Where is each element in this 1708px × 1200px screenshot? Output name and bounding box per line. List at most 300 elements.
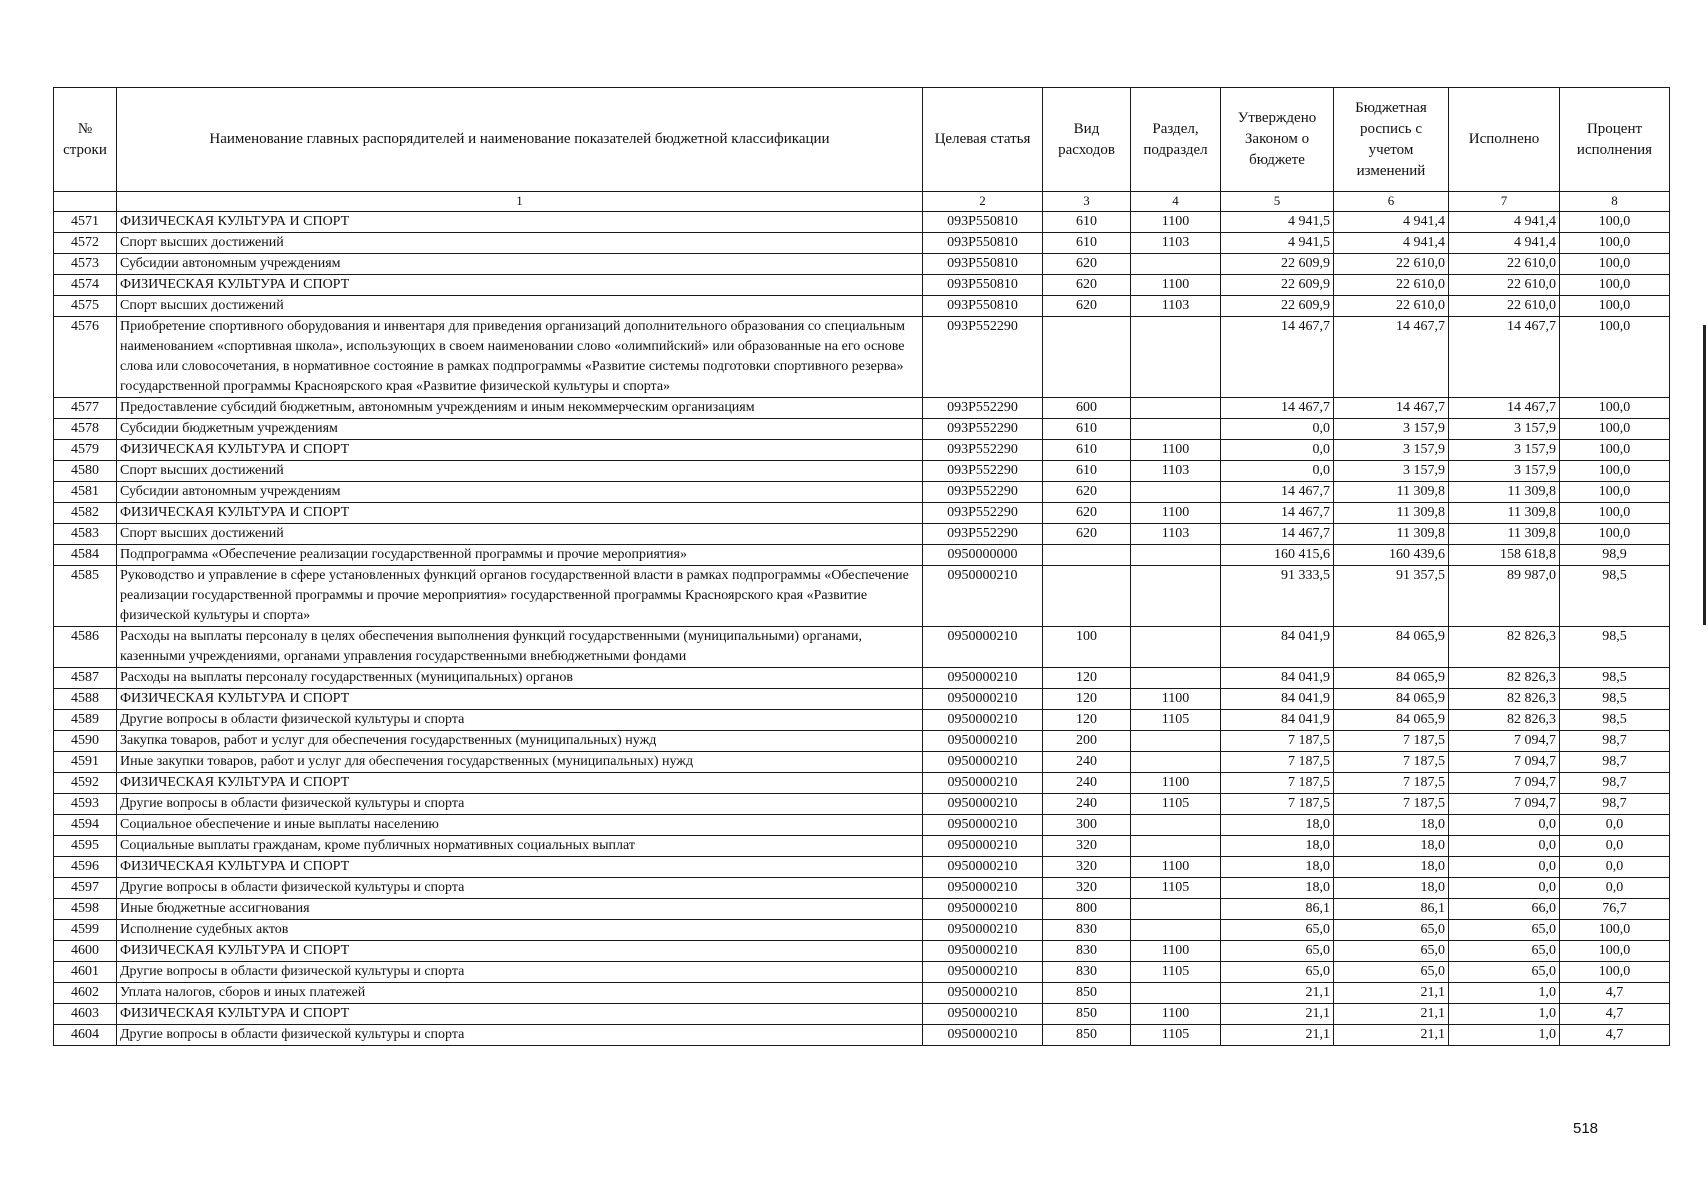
table-row [54, 482, 1670, 503]
row-approved: 18,0 [1221, 857, 1334, 878]
row-section [1131, 983, 1221, 1004]
row-target-article: 0950000210 [923, 857, 1043, 878]
row-percent: 100,0 [1560, 962, 1670, 983]
row-number: 4584 [54, 545, 117, 566]
row-name: Предоставление субсидий бюджетным, автономным учреждениям и иным некоммерческим организациям [117, 398, 923, 419]
table-row [54, 296, 1670, 317]
row-target-article: 093Р552290 [923, 317, 1043, 398]
header-index: 7 [1449, 192, 1560, 212]
row-budget-schedule: 65,0 [1334, 941, 1449, 962]
row-section [1131, 419, 1221, 440]
row-expense-type: 830 [1043, 941, 1131, 962]
row-approved: 84 041,9 [1221, 710, 1334, 731]
row-budget-schedule: 7 187,5 [1334, 731, 1449, 752]
row-section: 1100 [1131, 689, 1221, 710]
row-expense-type: 620 [1043, 524, 1131, 545]
row-name: Спорт высших достижений [117, 233, 923, 254]
header-index-empty [54, 192, 117, 212]
row-name: Расходы на выплаты персоналу в целях обеспечения выполнения функций государственными (муниципальными) органами, казенными учреждениями, органами управления государственными внебюджетными фондами [117, 627, 923, 668]
row-budget-schedule: 18,0 [1334, 878, 1449, 899]
row-expense-type: 800 [1043, 899, 1131, 920]
table-row [54, 419, 1670, 440]
table-row [54, 962, 1670, 983]
row-approved: 14 467,7 [1221, 524, 1334, 545]
row-number: 4588 [54, 689, 117, 710]
row-percent: 100,0 [1560, 254, 1670, 275]
row-expense-type: 830 [1043, 920, 1131, 941]
row-number: 4595 [54, 836, 117, 857]
row-target-article: 093Р550810 [923, 212, 1043, 233]
row-number: 4576 [54, 317, 117, 398]
row-section: 1100 [1131, 941, 1221, 962]
row-approved: 14 467,7 [1221, 398, 1334, 419]
row-number: 4571 [54, 212, 117, 233]
row-executed: 4 941,4 [1449, 233, 1560, 254]
row-budget-schedule: 84 065,9 [1334, 710, 1449, 731]
header-approved: Утверждено Законом о бюджете [1221, 88, 1334, 192]
row-target-article: 093Р552290 [923, 419, 1043, 440]
table-row [54, 920, 1670, 941]
row-number: 4583 [54, 524, 117, 545]
row-name: Закупка товаров, работ и услуг для обеспечения государственных (муниципальных) нужд [117, 731, 923, 752]
row-budget-schedule: 22 610,0 [1334, 254, 1449, 275]
row-expense-type: 200 [1043, 731, 1131, 752]
row-budget-schedule: 84 065,9 [1334, 668, 1449, 689]
row-percent: 100,0 [1560, 233, 1670, 254]
row-target-article: 093Р552290 [923, 503, 1043, 524]
row-number: 4590 [54, 731, 117, 752]
row-budget-schedule: 65,0 [1334, 920, 1449, 941]
row-expense-type [1043, 566, 1131, 627]
table-row [54, 794, 1670, 815]
row-expense-type [1043, 317, 1131, 398]
row-name: ФИЗИЧЕСКАЯ КУЛЬТУРА И СПОРТ [117, 857, 923, 878]
row-executed: 22 610,0 [1449, 275, 1560, 296]
row-section [1131, 899, 1221, 920]
row-expense-type: 830 [1043, 962, 1131, 983]
row-expense-type: 300 [1043, 815, 1131, 836]
table-row [54, 710, 1670, 731]
row-name: Другие вопросы в области физической культуры и спорта [117, 878, 923, 899]
row-approved: 0,0 [1221, 419, 1334, 440]
row-executed: 82 826,3 [1449, 689, 1560, 710]
header-name: Наименование главных распорядителей и наименование показателей бюджетной классификации [117, 88, 923, 192]
header-index: 8 [1560, 192, 1670, 212]
table-row [54, 275, 1670, 296]
row-executed: 82 826,3 [1449, 710, 1560, 731]
row-target-article: 0950000210 [923, 731, 1043, 752]
row-budget-schedule: 84 065,9 [1334, 689, 1449, 710]
row-target-article: 0950000000 [923, 545, 1043, 566]
row-name: Руководство и управление в сфере установленных функций органов государственной власти в рамках подпрограммы «Обеспечение реализации государственной программы и прочие мероприятия» государственной программы Красноярского края «Развитие физической культуры и спорта» [117, 566, 923, 627]
row-expense-type: 240 [1043, 773, 1131, 794]
row-target-article: 0950000210 [923, 773, 1043, 794]
row-approved: 84 041,9 [1221, 668, 1334, 689]
table-row [54, 689, 1670, 710]
row-approved: 7 187,5 [1221, 794, 1334, 815]
row-section [1131, 317, 1221, 398]
row-section [1131, 815, 1221, 836]
row-budget-schedule: 160 439,6 [1334, 545, 1449, 566]
header-index-row [54, 192, 1670, 212]
row-name: Другие вопросы в области физической культуры и спорта [117, 710, 923, 731]
row-target-article: 0950000210 [923, 962, 1043, 983]
row-percent: 4,7 [1560, 1025, 1670, 1046]
row-expense-type: 600 [1043, 398, 1131, 419]
row-approved: 22 609,9 [1221, 296, 1334, 317]
row-section [1131, 545, 1221, 566]
row-name: Исполнение судебных актов [117, 920, 923, 941]
row-target-article: 093Р552290 [923, 482, 1043, 503]
row-target-article: 0950000210 [923, 710, 1043, 731]
row-number: 4579 [54, 440, 117, 461]
row-section [1131, 482, 1221, 503]
budget-sheet [53, 87, 1669, 1046]
row-section [1131, 254, 1221, 275]
row-expense-type: 320 [1043, 878, 1131, 899]
row-name: Спорт высших достижений [117, 296, 923, 317]
row-approved: 4 941,5 [1221, 212, 1334, 233]
row-target-article: 0950000210 [923, 920, 1043, 941]
row-target-article: 0950000210 [923, 941, 1043, 962]
table-row [54, 317, 1670, 398]
row-name: Расходы на выплаты персоналу государственных (муниципальных) органов [117, 668, 923, 689]
row-name: ФИЗИЧЕСКАЯ КУЛЬТУРА И СПОРТ [117, 689, 923, 710]
row-percent: 100,0 [1560, 920, 1670, 941]
row-budget-schedule: 84 065,9 [1334, 627, 1449, 668]
row-percent: 0,0 [1560, 836, 1670, 857]
row-expense-type: 620 [1043, 503, 1131, 524]
row-executed: 89 987,0 [1449, 566, 1560, 627]
row-name: Приобретение спортивного оборудования и инвентаря для приведения организаций дополнительного образования со специальным наименованием «спортивная школа», использующих в своем наименовании слово «олимпийский» или образованные на его основе слова или словосочетания, в нормативное состояние в рамках подпрограммы «Развитие системы подготовки спортивного резерва» государственной программы Красноярского края «Развитие физической культуры и спорта» [117, 317, 923, 398]
table-row [54, 731, 1670, 752]
header-index: 2 [923, 192, 1043, 212]
row-percent: 98,5 [1560, 689, 1670, 710]
row-approved: 18,0 [1221, 878, 1334, 899]
row-name: Субсидии бюджетным учреждениям [117, 419, 923, 440]
row-section: 1105 [1131, 794, 1221, 815]
table-row [54, 566, 1670, 627]
header-expense-type: Вид расходов [1043, 88, 1131, 192]
header-index: 3 [1043, 192, 1131, 212]
row-number: 4572 [54, 233, 117, 254]
row-budget-schedule: 4 941,4 [1334, 212, 1449, 233]
row-name: Социальное обеспечение и иные выплаты населению [117, 815, 923, 836]
row-approved: 0,0 [1221, 461, 1334, 482]
row-approved: 84 041,9 [1221, 689, 1334, 710]
table-row [54, 836, 1670, 857]
row-expense-type: 610 [1043, 419, 1131, 440]
row-executed: 11 309,8 [1449, 524, 1560, 545]
header-target-article: Целевая статья [923, 88, 1043, 192]
row-approved: 21,1 [1221, 1004, 1334, 1025]
table-row [54, 1025, 1670, 1046]
row-expense-type: 620 [1043, 254, 1131, 275]
row-executed: 14 467,7 [1449, 398, 1560, 419]
row-executed: 66,0 [1449, 899, 1560, 920]
row-percent: 100,0 [1560, 461, 1670, 482]
row-target-article: 0950000210 [923, 1025, 1043, 1046]
table-row [54, 440, 1670, 461]
row-expense-type: 610 [1043, 233, 1131, 254]
table-row [54, 627, 1670, 668]
row-percent: 98,9 [1560, 545, 1670, 566]
row-approved: 91 333,5 [1221, 566, 1334, 627]
row-section: 1100 [1131, 212, 1221, 233]
header-index: 6 [1334, 192, 1449, 212]
row-executed: 65,0 [1449, 962, 1560, 983]
row-section [1131, 731, 1221, 752]
row-executed: 0,0 [1449, 857, 1560, 878]
row-expense-type: 620 [1043, 275, 1131, 296]
row-target-article: 0950000210 [923, 794, 1043, 815]
row-percent: 100,0 [1560, 524, 1670, 545]
page-number: 518 [1573, 1120, 1599, 1137]
row-percent: 98,7 [1560, 773, 1670, 794]
row-name: ФИЗИЧЕСКАЯ КУЛЬТУРА И СПОРТ [117, 941, 923, 962]
row-number: 4601 [54, 962, 117, 983]
row-budget-schedule: 21,1 [1334, 983, 1449, 1004]
row-executed: 3 157,9 [1449, 440, 1560, 461]
row-section: 1105 [1131, 962, 1221, 983]
table-row [54, 524, 1670, 545]
row-budget-schedule: 21,1 [1334, 1004, 1449, 1025]
row-name: Субсидии автономным учреждениям [117, 254, 923, 275]
table-row [54, 212, 1670, 233]
row-percent: 98,5 [1560, 566, 1670, 627]
row-approved: 7 187,5 [1221, 752, 1334, 773]
header-index: 4 [1131, 192, 1221, 212]
row-section [1131, 398, 1221, 419]
row-expense-type: 120 [1043, 689, 1131, 710]
row-executed: 11 309,8 [1449, 503, 1560, 524]
row-target-article: 093Р552290 [923, 461, 1043, 482]
row-expense-type: 320 [1043, 857, 1131, 878]
row-expense-type: 850 [1043, 1004, 1131, 1025]
row-name: ФИЗИЧЕСКАЯ КУЛЬТУРА И СПОРТ [117, 212, 923, 233]
row-budget-schedule: 21,1 [1334, 1025, 1449, 1046]
row-percent: 98,5 [1560, 627, 1670, 668]
row-executed: 82 826,3 [1449, 627, 1560, 668]
row-target-article: 0950000210 [923, 836, 1043, 857]
row-approved: 86,1 [1221, 899, 1334, 920]
row-executed: 7 094,7 [1449, 752, 1560, 773]
row-target-article: 093Р552290 [923, 398, 1043, 419]
row-target-article: 0950000210 [923, 899, 1043, 920]
row-number: 4598 [54, 899, 117, 920]
row-executed: 7 094,7 [1449, 773, 1560, 794]
row-expense-type: 320 [1043, 836, 1131, 857]
table-row [54, 398, 1670, 419]
row-number: 4589 [54, 710, 117, 731]
row-expense-type: 240 [1043, 752, 1131, 773]
row-budget-schedule: 18,0 [1334, 815, 1449, 836]
row-budget-schedule: 14 467,7 [1334, 317, 1449, 398]
row-number: 4597 [54, 878, 117, 899]
row-executed: 65,0 [1449, 920, 1560, 941]
row-name: Другие вопросы в области физической культуры и спорта [117, 794, 923, 815]
row-budget-schedule: 4 941,4 [1334, 233, 1449, 254]
row-budget-schedule: 3 157,9 [1334, 461, 1449, 482]
header-budget-schedule: Бюджетная роспись с учетом изменений [1334, 88, 1449, 192]
header-index: 5 [1221, 192, 1334, 212]
row-name: ФИЗИЧЕСКАЯ КУЛЬТУРА И СПОРТ [117, 1004, 923, 1025]
row-number: 4578 [54, 419, 117, 440]
row-number: 4582 [54, 503, 117, 524]
row-approved: 7 187,5 [1221, 731, 1334, 752]
row-percent: 100,0 [1560, 419, 1670, 440]
row-percent: 100,0 [1560, 398, 1670, 419]
row-percent: 100,0 [1560, 482, 1670, 503]
row-percent: 98,7 [1560, 794, 1670, 815]
row-section: 1103 [1131, 524, 1221, 545]
row-executed: 4 941,4 [1449, 212, 1560, 233]
row-approved: 14 467,7 [1221, 317, 1334, 398]
row-number: 4574 [54, 275, 117, 296]
row-section [1131, 566, 1221, 627]
row-target-article: 0950000210 [923, 566, 1043, 627]
row-target-article: 093Р552290 [923, 440, 1043, 461]
row-percent: 4,7 [1560, 983, 1670, 1004]
row-expense-type: 610 [1043, 212, 1131, 233]
table-row [54, 878, 1670, 899]
row-number: 4573 [54, 254, 117, 275]
row-target-article: 093Р550810 [923, 296, 1043, 317]
row-budget-schedule: 91 357,5 [1334, 566, 1449, 627]
row-executed: 14 467,7 [1449, 317, 1560, 398]
row-budget-schedule: 7 187,5 [1334, 752, 1449, 773]
row-expense-type: 240 [1043, 794, 1131, 815]
row-approved: 65,0 [1221, 941, 1334, 962]
row-section [1131, 836, 1221, 857]
row-approved: 65,0 [1221, 962, 1334, 983]
row-section: 1105 [1131, 710, 1221, 731]
row-percent: 76,7 [1560, 899, 1670, 920]
row-approved: 14 467,7 [1221, 482, 1334, 503]
row-section [1131, 752, 1221, 773]
row-section: 1100 [1131, 275, 1221, 296]
row-percent: 0,0 [1560, 815, 1670, 836]
row-name: Иные бюджетные ассигнования [117, 899, 923, 920]
row-executed: 22 610,0 [1449, 296, 1560, 317]
row-approved: 22 609,9 [1221, 254, 1334, 275]
row-budget-schedule: 11 309,8 [1334, 482, 1449, 503]
row-section: 1103 [1131, 461, 1221, 482]
row-section: 1100 [1131, 773, 1221, 794]
row-percent: 100,0 [1560, 503, 1670, 524]
row-number: 4592 [54, 773, 117, 794]
row-executed: 82 826,3 [1449, 668, 1560, 689]
table-row [54, 815, 1670, 836]
row-executed: 1,0 [1449, 983, 1560, 1004]
header-row-number: № строки [54, 88, 117, 192]
row-expense-type: 610 [1043, 461, 1131, 482]
header-executed: Исполнено [1449, 88, 1560, 192]
table-row [54, 254, 1670, 275]
row-percent: 4,7 [1560, 1004, 1670, 1025]
row-target-article: 093Р550810 [923, 254, 1043, 275]
row-budget-schedule: 22 610,0 [1334, 296, 1449, 317]
row-percent: 98,5 [1560, 710, 1670, 731]
row-budget-schedule: 18,0 [1334, 836, 1449, 857]
table-row [54, 752, 1670, 773]
row-section [1131, 920, 1221, 941]
row-budget-schedule: 18,0 [1334, 857, 1449, 878]
row-executed: 3 157,9 [1449, 461, 1560, 482]
row-budget-schedule: 3 157,9 [1334, 419, 1449, 440]
row-percent: 98,7 [1560, 731, 1670, 752]
row-approved: 22 609,9 [1221, 275, 1334, 296]
table-row [54, 899, 1670, 920]
row-number: 4577 [54, 398, 117, 419]
row-name: ФИЗИЧЕСКАЯ КУЛЬТУРА И СПОРТ [117, 503, 923, 524]
row-approved: 18,0 [1221, 836, 1334, 857]
row-percent: 0,0 [1560, 857, 1670, 878]
header-index: 1 [117, 192, 923, 212]
row-number: 4593 [54, 794, 117, 815]
header-percent: Процент исполнения [1560, 88, 1670, 192]
row-name: Уплата налогов, сборов и иных платежей [117, 983, 923, 1004]
row-target-article: 0950000210 [923, 1004, 1043, 1025]
budget-table [53, 87, 1670, 1046]
table-row [54, 503, 1670, 524]
row-number: 4594 [54, 815, 117, 836]
row-budget-schedule: 7 187,5 [1334, 794, 1449, 815]
row-approved: 21,1 [1221, 1025, 1334, 1046]
row-number: 4587 [54, 668, 117, 689]
row-name: Другие вопросы в области физической культуры и спорта [117, 1025, 923, 1046]
row-percent: 100,0 [1560, 296, 1670, 317]
table-row [54, 983, 1670, 1004]
row-target-article: 0950000210 [923, 878, 1043, 899]
row-name: ФИЗИЧЕСКАЯ КУЛЬТУРА И СПОРТ [117, 440, 923, 461]
row-percent: 98,5 [1560, 668, 1670, 689]
row-target-article: 093Р550810 [923, 233, 1043, 254]
row-approved: 14 467,7 [1221, 503, 1334, 524]
row-budget-schedule: 11 309,8 [1334, 503, 1449, 524]
row-number: 4603 [54, 1004, 117, 1025]
row-approved: 21,1 [1221, 983, 1334, 1004]
row-budget-schedule: 65,0 [1334, 962, 1449, 983]
row-section: 1103 [1131, 233, 1221, 254]
row-name: Спорт высших достижений [117, 524, 923, 545]
table-row [54, 1004, 1670, 1025]
row-expense-type: 850 [1043, 1025, 1131, 1046]
row-section: 1105 [1131, 878, 1221, 899]
row-target-article: 093Р552290 [923, 524, 1043, 545]
scan-edge-mark [1703, 325, 1706, 625]
row-name: Спорт высших достижений [117, 461, 923, 482]
row-executed: 0,0 [1449, 815, 1560, 836]
row-percent: 100,0 [1560, 275, 1670, 296]
row-budget-schedule: 3 157,9 [1334, 440, 1449, 461]
row-expense-type: 120 [1043, 668, 1131, 689]
row-executed: 0,0 [1449, 836, 1560, 857]
row-expense-type: 100 [1043, 627, 1131, 668]
row-number: 4585 [54, 566, 117, 627]
row-target-article: 0950000210 [923, 983, 1043, 1004]
row-percent: 100,0 [1560, 212, 1670, 233]
row-number: 4599 [54, 920, 117, 941]
row-executed: 22 610,0 [1449, 254, 1560, 275]
row-target-article: 0950000210 [923, 668, 1043, 689]
row-name: Другие вопросы в области физической культуры и спорта [117, 962, 923, 983]
row-approved: 160 415,6 [1221, 545, 1334, 566]
row-number: 4600 [54, 941, 117, 962]
row-name: ФИЗИЧЕСКАЯ КУЛЬТУРА И СПОРТ [117, 275, 923, 296]
row-approved: 0,0 [1221, 440, 1334, 461]
row-number: 4575 [54, 296, 117, 317]
